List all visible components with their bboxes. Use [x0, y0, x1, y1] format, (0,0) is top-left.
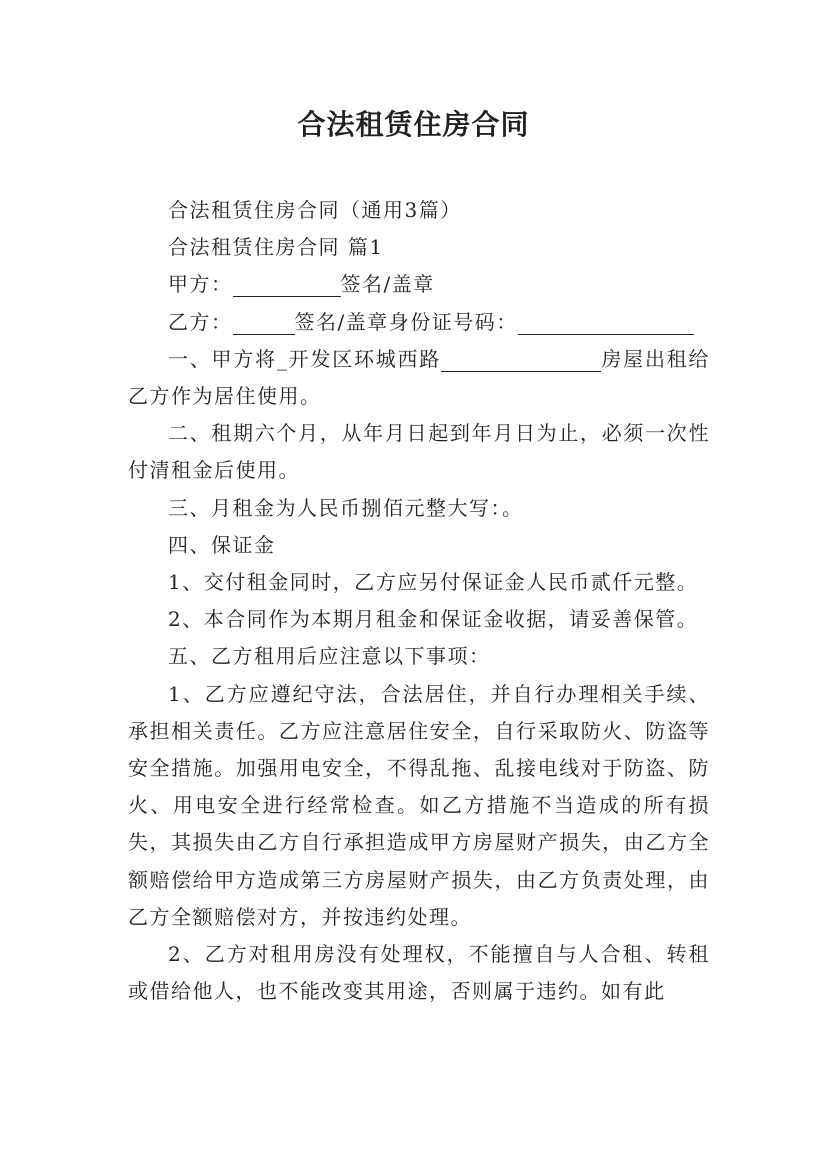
clause-1-text-b: 房屋出租给乙方作为居住使用。	[128, 346, 711, 409]
clause-3: 三、月租金为人民币捌佰元整大写：。	[168, 495, 524, 520]
clause-5-item-2: 2、乙方对租用房没有处理权，不能擅自与人合租、转租或借给他人，也不能改变其用途，否则属于违约。如有此	[128, 942, 710, 1004]
party-a-line	[128, 266, 710, 303]
clause-4-item-1: 1、交付租金同时，乙方应另付保证金人民币贰仟元整。	[168, 570, 699, 595]
document-title: 合法租赁住房合同	[297, 108, 530, 141]
party-b-id-blank	[518, 312, 694, 335]
clause-5-heading: 五、乙方租用后应注意以下事项：	[168, 644, 491, 669]
party-a-blank	[233, 274, 341, 297]
party-a-sign-label: 签名/盖章	[340, 272, 435, 297]
party-b-blank	[233, 312, 295, 335]
clause-2: 二、租期六个月，从年月日起到年月日为止，必须一次性付清租金后使用。	[128, 421, 710, 483]
party-b-label: 乙方：	[168, 309, 233, 334]
party-b-line	[128, 304, 710, 341]
document-body	[128, 192, 710, 1010]
address-blank	[441, 349, 601, 372]
party-b-sign-id-label: 签名/盖章身份证号码：	[294, 309, 518, 334]
clause-4-item-2: 2、本合同作为本期月租金和保证金收据，请妥善保管。	[168, 607, 699, 632]
party-a-label: 甲方：	[168, 272, 233, 297]
contract-part-heading: 合法租赁住房合同 篇1	[168, 235, 384, 260]
clause-5-item-1: 1、乙方应遵纪守法，合法居住，并自行办理相关手续、承担相关责任。乙方应注意居住安全，自行采取防火、防盗等安全措施。加强用电安全，不得乱拖、乱接电线对于防盗、防火、用电安全进行经常检查。如乙方措施不当造成的所有损失，其损失由乙方自行承担造成甲方房屋财产损失，由乙方全额赔偿给甲方造成第三方房屋财产损失，由乙方负责处理，由乙方全额赔偿对方，并按违约处理。	[128, 681, 710, 929]
clause-1-text-a: 一、甲方将_开发区环城西路	[168, 346, 442, 371]
contract-subtitle: 合法租赁住房合同（通用3篇）	[168, 198, 462, 222]
clause-4-heading: 四、保证金	[168, 532, 276, 557]
clause-1	[128, 341, 710, 415]
